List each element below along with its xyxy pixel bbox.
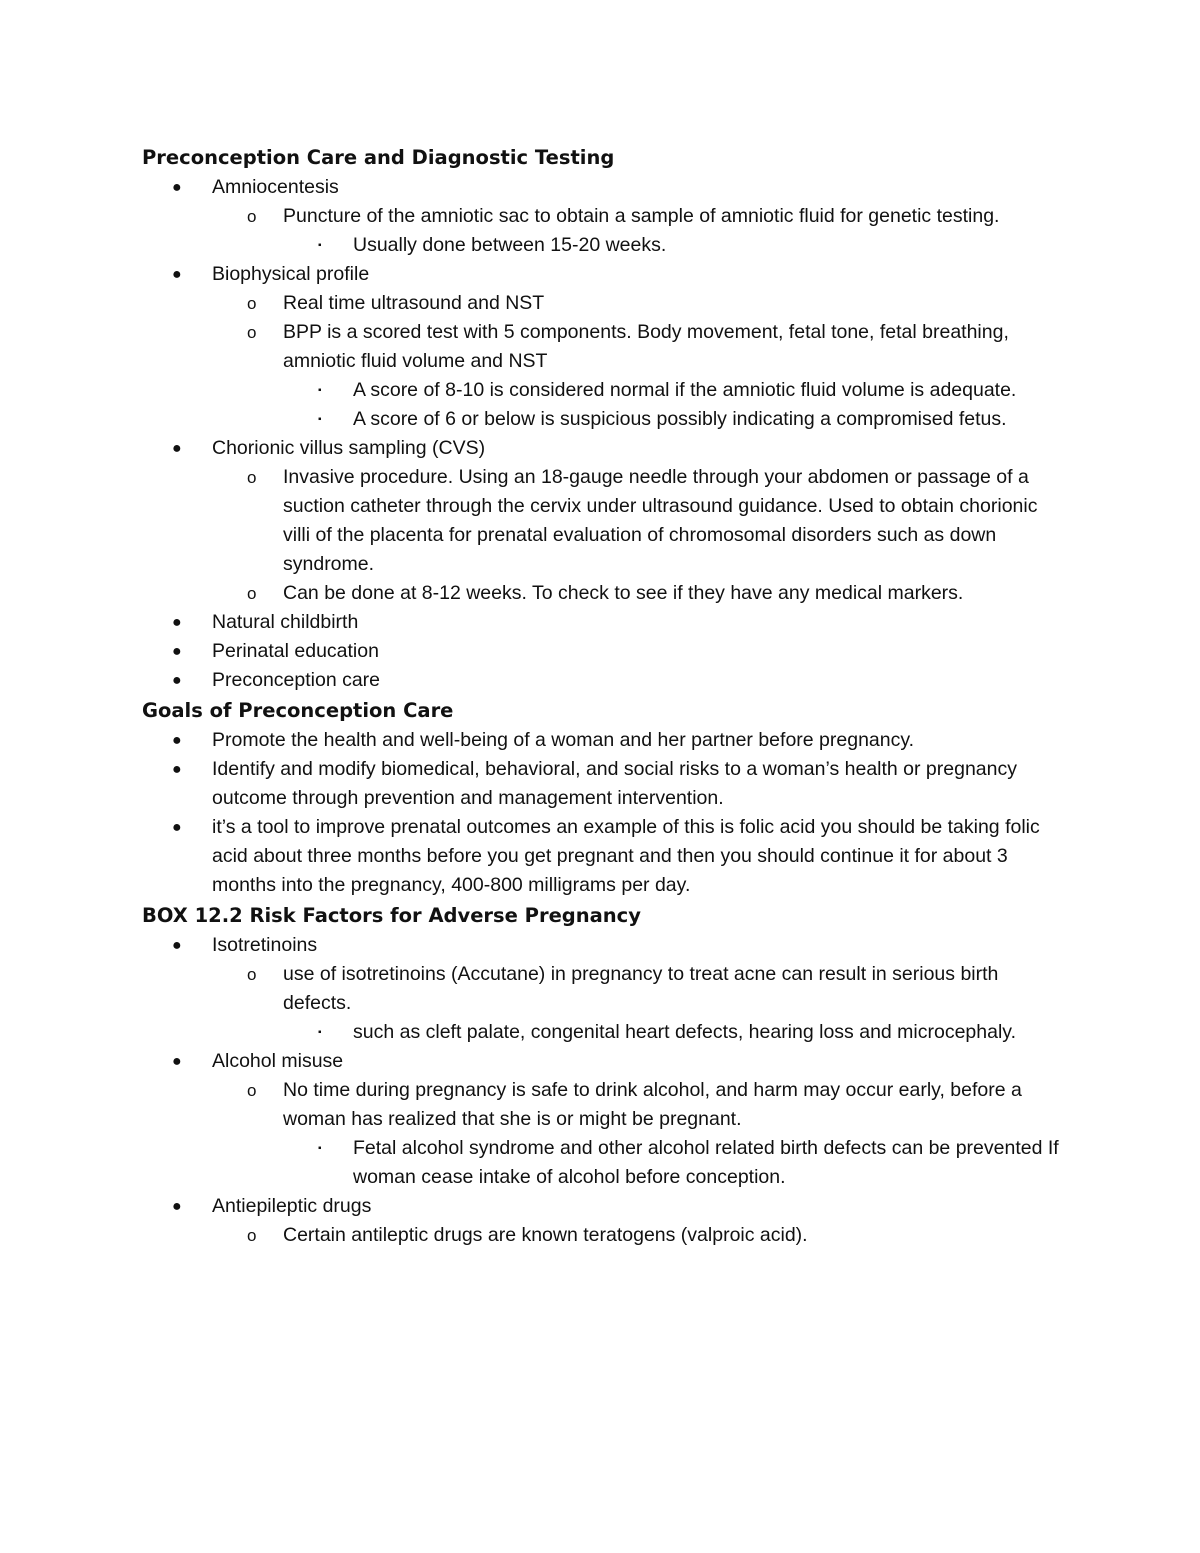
list-item-text: Can be done at 8-12 weeks. To check to see if they have any medical markers. (283, 582, 964, 604)
list-item-text: Chorionic villus sampling (CVS) (212, 437, 486, 459)
list-item-level-1 (142, 1047, 1062, 1076)
list-item-text: Fetal alcohol syndrome and other alcohol related birth defects can be prevented If woman cease intake of alcohol before conception. (353, 1137, 1059, 1188)
list-item-text: A score of 8-10 is considered normal if the amniotic fluid volume is adequate. (353, 379, 1017, 401)
bullet-disc-icon: ● (172, 1053, 182, 1070)
bullet-disc-icon: ● (172, 643, 182, 660)
list-item-level-1 (142, 931, 1062, 960)
list-item-level-2 (142, 202, 1062, 231)
section-heading-preconception-care-and-diagnos: Preconception Care and Diagnostic Testing (142, 146, 615, 169)
bullet-disc-icon: ● (172, 440, 182, 457)
bullet-disc-icon: ● (172, 614, 182, 631)
list-item-text: BPP is a scored test with 5 components. Body movement, fetal tone, fetal breathing, amniotic fluid volume and NST (283, 321, 1009, 372)
bullet-circle-icon: o (247, 584, 257, 603)
bullet-circle-icon: o (247, 294, 257, 313)
list-item-text: Preconception care (212, 669, 381, 691)
bullet-square-icon: ▪ (318, 385, 322, 396)
bullet-circle-icon: o (247, 965, 257, 984)
list-item-level-2 (142, 1076, 1062, 1134)
list-item-level-2 (142, 960, 1062, 1018)
list-item-text: Promote the health and well-being of a woman and her partner before pregnancy. (212, 729, 915, 751)
list-item-text: Certain antileptic drugs are known teratogens (valproic acid). (283, 1224, 808, 1246)
bullet-square-icon: ▪ (318, 240, 322, 251)
list-item-level-2 (142, 579, 1062, 608)
list-item-level-1 (142, 637, 1062, 666)
bullet-disc-icon: ● (172, 672, 182, 689)
list-item-text: Amniocentesis (212, 176, 339, 198)
list-item-level-1 (142, 755, 1062, 813)
list-item-text: Isotretinoins (212, 934, 318, 956)
list-item-text: Puncture of the amniotic sac to obtain a sample of amniotic fluid for genetic testing. (283, 205, 1000, 227)
bullet-circle-icon: o (247, 468, 257, 487)
bullet-disc-icon: ● (172, 937, 182, 954)
list-item-text: Perinatal education (212, 640, 379, 662)
bullet-disc-icon: ● (172, 1198, 182, 1215)
document-content (142, 142, 1062, 1250)
list-item-text: Invasive procedure. Using an 18-gauge needle through your abdomen or passage of a suction catheter through the cervix under ultrasound guidance. Used to obtain chorionic villi of the placenta for prenatal evaluation of chromosomal disorders such as down syndrome. (283, 466, 1038, 575)
list-item-text: use of isotretinoins (Accutane) in pregnancy to treat acne can result in serious birth defects. (283, 963, 999, 1014)
bullet-square-icon: ▪ (318, 1143, 322, 1154)
list-item-level-1 (142, 813, 1062, 900)
bullet-circle-icon: o (247, 323, 257, 342)
list-item-level-3 (142, 1134, 1062, 1192)
list-item-text: Real time ultrasound and NST (283, 292, 545, 314)
list-item-text: Natural childbirth (212, 611, 359, 633)
list-item-level-2 (142, 289, 1062, 318)
list-item-level-1 (142, 726, 1062, 755)
list-item-text: Antiepileptic drugs (212, 1195, 372, 1217)
list-item-level-1 (142, 608, 1062, 637)
list-item-level-2 (142, 463, 1062, 579)
list-item-text: Alcohol misuse (212, 1050, 344, 1072)
bullet-circle-icon: o (247, 1226, 257, 1245)
bullet-disc-icon: ● (172, 761, 182, 778)
list-item-text: such as cleft palate, congenital heart defects, hearing loss and microcephaly. (353, 1021, 1017, 1043)
list-item-level-1 (142, 173, 1062, 202)
bullet-circle-icon: o (247, 1081, 257, 1100)
list-item-level-2 (142, 1221, 1062, 1250)
list-item-text: Identify and modify biomedical, behavioral, and social risks to a woman’s health or pregnancy outcome through prevention and management intervention. (212, 758, 1017, 809)
section-heading-goals-of-preconception-care: Goals of Preconception Care (142, 699, 454, 722)
bullet-disc-icon: ● (172, 819, 182, 836)
bullet-square-icon: ▪ (318, 414, 322, 425)
bullet-disc-icon: ● (172, 179, 182, 196)
list-item-level-1 (142, 666, 1062, 695)
bullet-square-icon: ▪ (318, 1027, 322, 1038)
list-item-text: it’s a tool to improve prenatal outcomes an example of this is folic acid you should be taking folic acid about three months before you get pregnant and then you should continue it for about 3 months into the pregnancy, 400-800 milligrams per day. (212, 816, 1040, 896)
list-item-level-3 (142, 405, 1062, 434)
list-item-level-1 (142, 434, 1062, 463)
list-item-level-2 (142, 318, 1062, 376)
list-item-text: Usually done between 15-20 weeks. (353, 234, 667, 256)
section-heading-box-12-2-risk-factors-for-adve: BOX 12.2 Risk Factors for Adverse Pregnancy (142, 904, 641, 927)
list-item-level-3 (142, 231, 1062, 260)
list-item-text: A score of 6 or below is suspicious possibly indicating a compromised fetus. (353, 408, 1007, 430)
list-item-text: No time during pregnancy is safe to drink alcohol, and harm may occur early, before a woman has realized that she is or might be pregnant. (283, 1079, 1022, 1130)
list-item-level-3 (142, 376, 1062, 405)
bullet-disc-icon: ● (172, 266, 182, 283)
bullet-circle-icon: o (247, 207, 257, 226)
bullet-disc-icon: ● (172, 732, 182, 749)
list-item-text: Biophysical profile (212, 263, 370, 285)
list-item-level-3 (142, 1018, 1062, 1047)
list-item-level-1 (142, 260, 1062, 289)
list-item-level-1 (142, 1192, 1062, 1221)
